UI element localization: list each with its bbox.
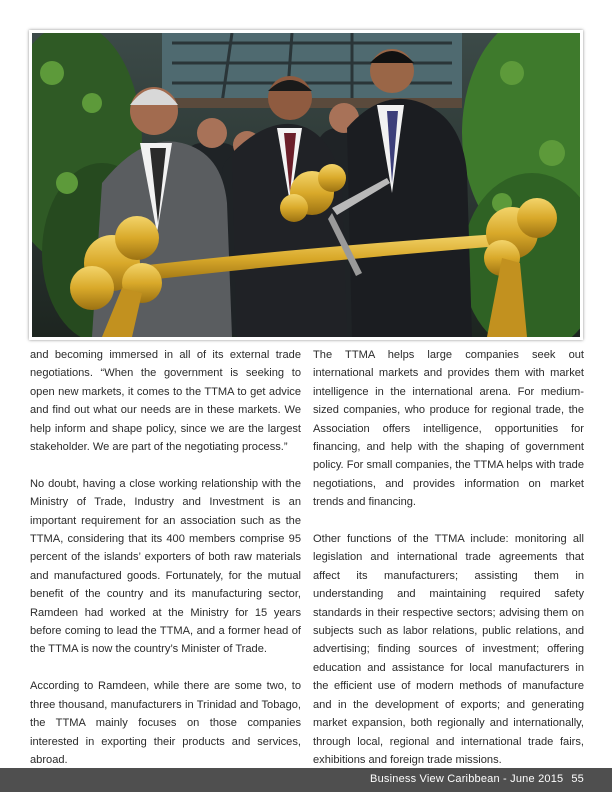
ribbon-cutting-photo [32, 33, 580, 337]
page-number: 55 [571, 773, 584, 785]
article-column-left [30, 346, 301, 788]
publication-name: Business View Caribbean - June 2015 [370, 773, 564, 785]
article-paragraph: and becoming immersed in all of its external trade negotiations. “When the government is seeking to open new markets, it comes to the TTMA to get advice and find out what our needs are in these markets. We help inform and shape policy, since we are the largest stakeholder. We are part of the negotiating process.” [30, 349, 301, 454]
article-paragraph: According to Ramdeen, while there are some two, to three thousand, manufacturers in Trinidad and Tobago, the TTMA mainly focuses on those companies interested in exporting their products and services, abroad. [30, 680, 301, 766]
article-paragraph: The TTMA helps large companies seek out international markets and provides them with market intelligence in the international arena. For medium-sized companies, who produce for regional trade, the Association offers intelligence, opportunities for financing, and help with the shaping of government policy. For small companies, the TTMA helps with trade negotiations, and provides information on market trends and financing. [313, 349, 584, 509]
article-photo [29, 30, 583, 340]
article-column-right [313, 346, 584, 788]
article-paragraph: Other functions of the TTMA include: monitoring all legislation and international trade agreements that affect its manufacturers; assisting them in understanding and maintaining required safety standards in their respective sectors; advising them on subjects such as labor relations, public relations, and advertising; finding sources of investment; offering education and assistance for local manufacturers in the efficient use of modern methods of manufacture and in the development of exports; and generating market expansion, both regionally and internationally, through local, regional and international trade fairs, exhibitions and foreign trade missions. [313, 533, 584, 766]
article-paragraph: No doubt, having a close working relationship with the Ministry of Trade, Industry and Investment is an important requirement for an association such as the TTMA, considering that its 400 members comprise 95 percent of the islands’ exporters of both raw materials and manufactured goods. Fortunately, for the mutual benefit of the country and its manufacturing sector, Ramdeen had worked at the Ministry for 15 years before coming to lead the TTMA, and a former head of the TTMA is now the country’s Minister of Trade. [30, 477, 301, 656]
page-footer [0, 768, 612, 792]
footer-text [370, 773, 584, 785]
